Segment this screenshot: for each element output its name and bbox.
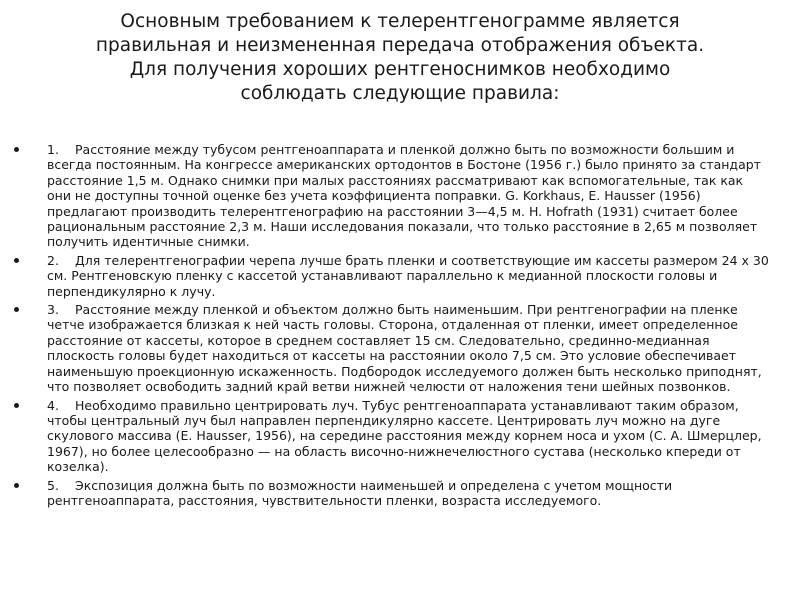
slide-title — [20, 10, 780, 106]
bullet-icon — [14, 147, 19, 152]
title-line-2: правильная и неизмененная передача отображения объекта. — [95, 35, 705, 56]
title-line-1: Основным требованием к телерентгенограмме является — [120, 11, 680, 32]
list-item — [47, 302, 769, 394]
bullet-icon — [14, 403, 19, 408]
list-item — [47, 398, 769, 475]
bullet-icon — [14, 258, 19, 263]
list-item — [47, 253, 769, 299]
item-number: 1. — [47, 142, 59, 157]
item-text: Экспозиция должна быть по возможности наименьшей и определена с учетом мощности рентгеноаппарата, расстояния, чувствительности пленки, возраста исследуемого. — [47, 477, 673, 508]
item-text: Расстояние между тубусом рентгеноаппарата и пленкой должно быть по возможности большим и всегда постоянным. На конгрессе американских ортодонтов в Бостоне (1956 г.) было принято за стандарт расстояние 1,5 м. Однако снимки при малых расстояниях рассматривают как вспомогательные, так как они не доступны точной оценке без учета коэффициента поправки. G. Korkhaus, E. Hausser (1956) предлагают производить телерентгенографию на расстоянии 3—4,5 м. H. Hofrath (1931) считает более рациональным расстояние 2,3 м. Наши исследования показали, что только расстояние в 2,65 м позволяет получить идентичные снимки. — [47, 142, 761, 250]
title-line-3: Для получения хороших рентгеноснимков необходимо — [129, 59, 671, 80]
item-text: Расстояние между пленкой и объектом должно быть наименьшим. При рентгенографии на пленке четче изображается близкая к ней часть головы. Сторона, отдаленная от пленки, имеет определенное расстояние от кассеты, которое в среднем составляет 15 см. Следовательно, срединно-медианная плоскость головы будет находиться от кассеты на расстоянии около 7,5 см. Это условие обеспечивает наименьшую проекционную искаженность. Подбородок исследуемого должен быть несколько приподнят, что позволяет освободить задний край ветви нижней челюсти от наложения тени шейных позвонков. — [47, 302, 762, 395]
item-text: Необходимо правильно центрировать луч. Тубус рентгеноаппарата устанавливают таким образом, чтобы центральный луч был направлен перпендикулярно кассете. Центрировать луч можно на дуге скулового массива (E. Hausser, 1956), на середине расстояния между корнем носа и ухом (С. А. Шмерцлер, 1967), но более целесообразно — на область височно-нижнечелюстного сустава (несколько кпереди от козелка). — [47, 397, 762, 475]
title-line-4: соблюдать следующие правила: — [240, 83, 560, 104]
bullet-icon — [14, 483, 19, 488]
item-number: 5. — [47, 477, 59, 493]
list-item — [47, 478, 769, 509]
item-text: Для телерентгенографии черепа лучше брать пленки и соответствующие им кассеты размером 24 х 30 см. Рентгеновскую пленку с кассетой устанавливают параллельно к медианной плоскости головы и перпендикулярно к лучу. — [47, 252, 769, 299]
rules-list — [0, 142, 800, 511]
item-number: 3. — [47, 302, 59, 318]
item-number: 4. — [47, 397, 59, 413]
item-number: 2. — [47, 252, 59, 268]
bullet-icon — [14, 307, 19, 312]
list-item — [47, 142, 769, 250]
